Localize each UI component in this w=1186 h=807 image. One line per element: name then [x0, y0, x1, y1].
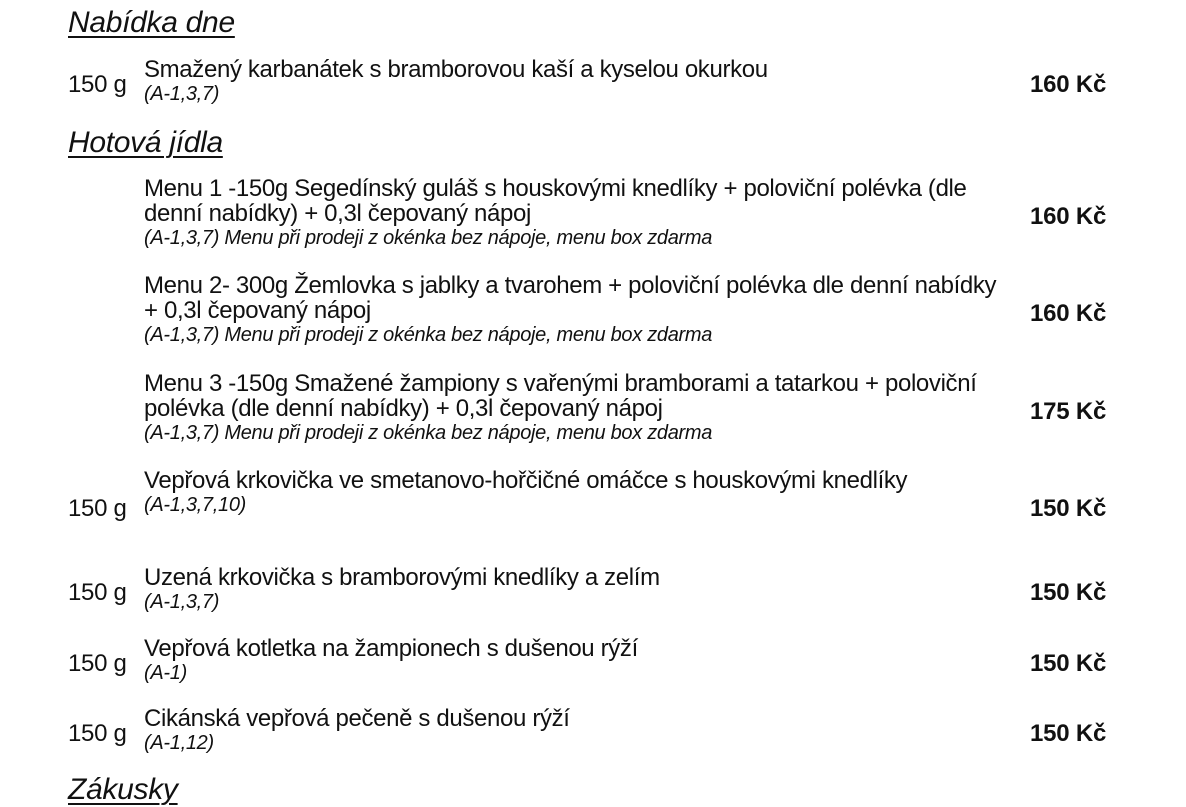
- item-weight: 150 g: [68, 495, 127, 522]
- item-weight: 150 g: [68, 720, 127, 747]
- section-title-desserts: Zákusky: [68, 773, 178, 806]
- item-allergens: (A-1,3,7,10): [144, 494, 247, 516]
- item-name: Smažený karbanátek s bramborovou kaší a kyselou okurkou: [144, 56, 768, 83]
- section-title-ready-meals: Hotová jídla: [68, 126, 223, 159]
- item-price: 175 Kč: [1030, 398, 1107, 425]
- item-allergens: (A-1,3,7) Menu při prodeji z okénka bez nápoje, menu box zdarma: [144, 227, 713, 249]
- item-description: [144, 565, 1014, 614]
- item-description: [144, 636, 1014, 685]
- section-title-daily-offer: Nabídka dne: [68, 6, 235, 39]
- item-name: Menu 2- 300g Žemlovka s jablky a tvarohem + poloviční polévka dle denní nabídky + 0,3l čepovaný nápoj: [144, 272, 997, 324]
- item-price: 150 Kč: [1030, 579, 1107, 606]
- item-weight: 150 g: [68, 650, 127, 677]
- item-allergens: (A-1,3,7) Menu při prodeji z okénka bez nápoje, menu box zdarma: [144, 422, 713, 444]
- item-price: 160 Kč: [1030, 71, 1107, 98]
- item-name: Menu 1 -150g Segedínský guláš s houskovými knedlíky + poloviční polévka (dle denní nabídky) + 0,3l čepovaný nápoj: [144, 175, 967, 227]
- item-name: Menu 3 -150g Smažené žampiony s vařenými bramborami a tatarkou + poloviční polévka (dle denní nabídky) + 0,3l čepovaný nápoj: [144, 370, 977, 422]
- item-description: [144, 273, 1014, 347]
- item-allergens: (A-1,3,7): [144, 591, 220, 613]
- item-allergens: (A-1,3,7) Menu při prodeji z okénka bez nápoje, menu box zdarma: [144, 324, 713, 346]
- item-allergens: (A-1,12): [144, 732, 214, 754]
- item-description: [144, 706, 1014, 755]
- item-name: Cikánská vepřová pečeně s dušenou rýží: [144, 705, 570, 732]
- item-allergens: (A-1): [144, 662, 187, 684]
- item-description: [144, 176, 1014, 250]
- item-name: Vepřová kotletka na žampionech s dušenou rýží: [144, 635, 638, 662]
- item-price: 150 Kč: [1030, 720, 1107, 747]
- item-price: 150 Kč: [1030, 495, 1107, 522]
- item-price: 160 Kč: [1030, 300, 1107, 327]
- item-price: 150 Kč: [1030, 650, 1107, 677]
- item-name: Uzená krkovička s bramborovými knedlíky a zelím: [144, 564, 660, 591]
- item-description: [144, 468, 1014, 517]
- item-description: [144, 57, 1014, 106]
- item-weight: 150 g: [68, 579, 127, 606]
- item-name: Vepřová krkovička ve smetanovo-hořčičné omáčce s houskovými knedlíky: [144, 467, 908, 494]
- item-description: [144, 371, 1014, 445]
- item-weight: 150 g: [68, 71, 127, 98]
- item-price: 160 Kč: [1030, 203, 1107, 230]
- item-allergens: (A-1,3,7): [144, 83, 220, 105]
